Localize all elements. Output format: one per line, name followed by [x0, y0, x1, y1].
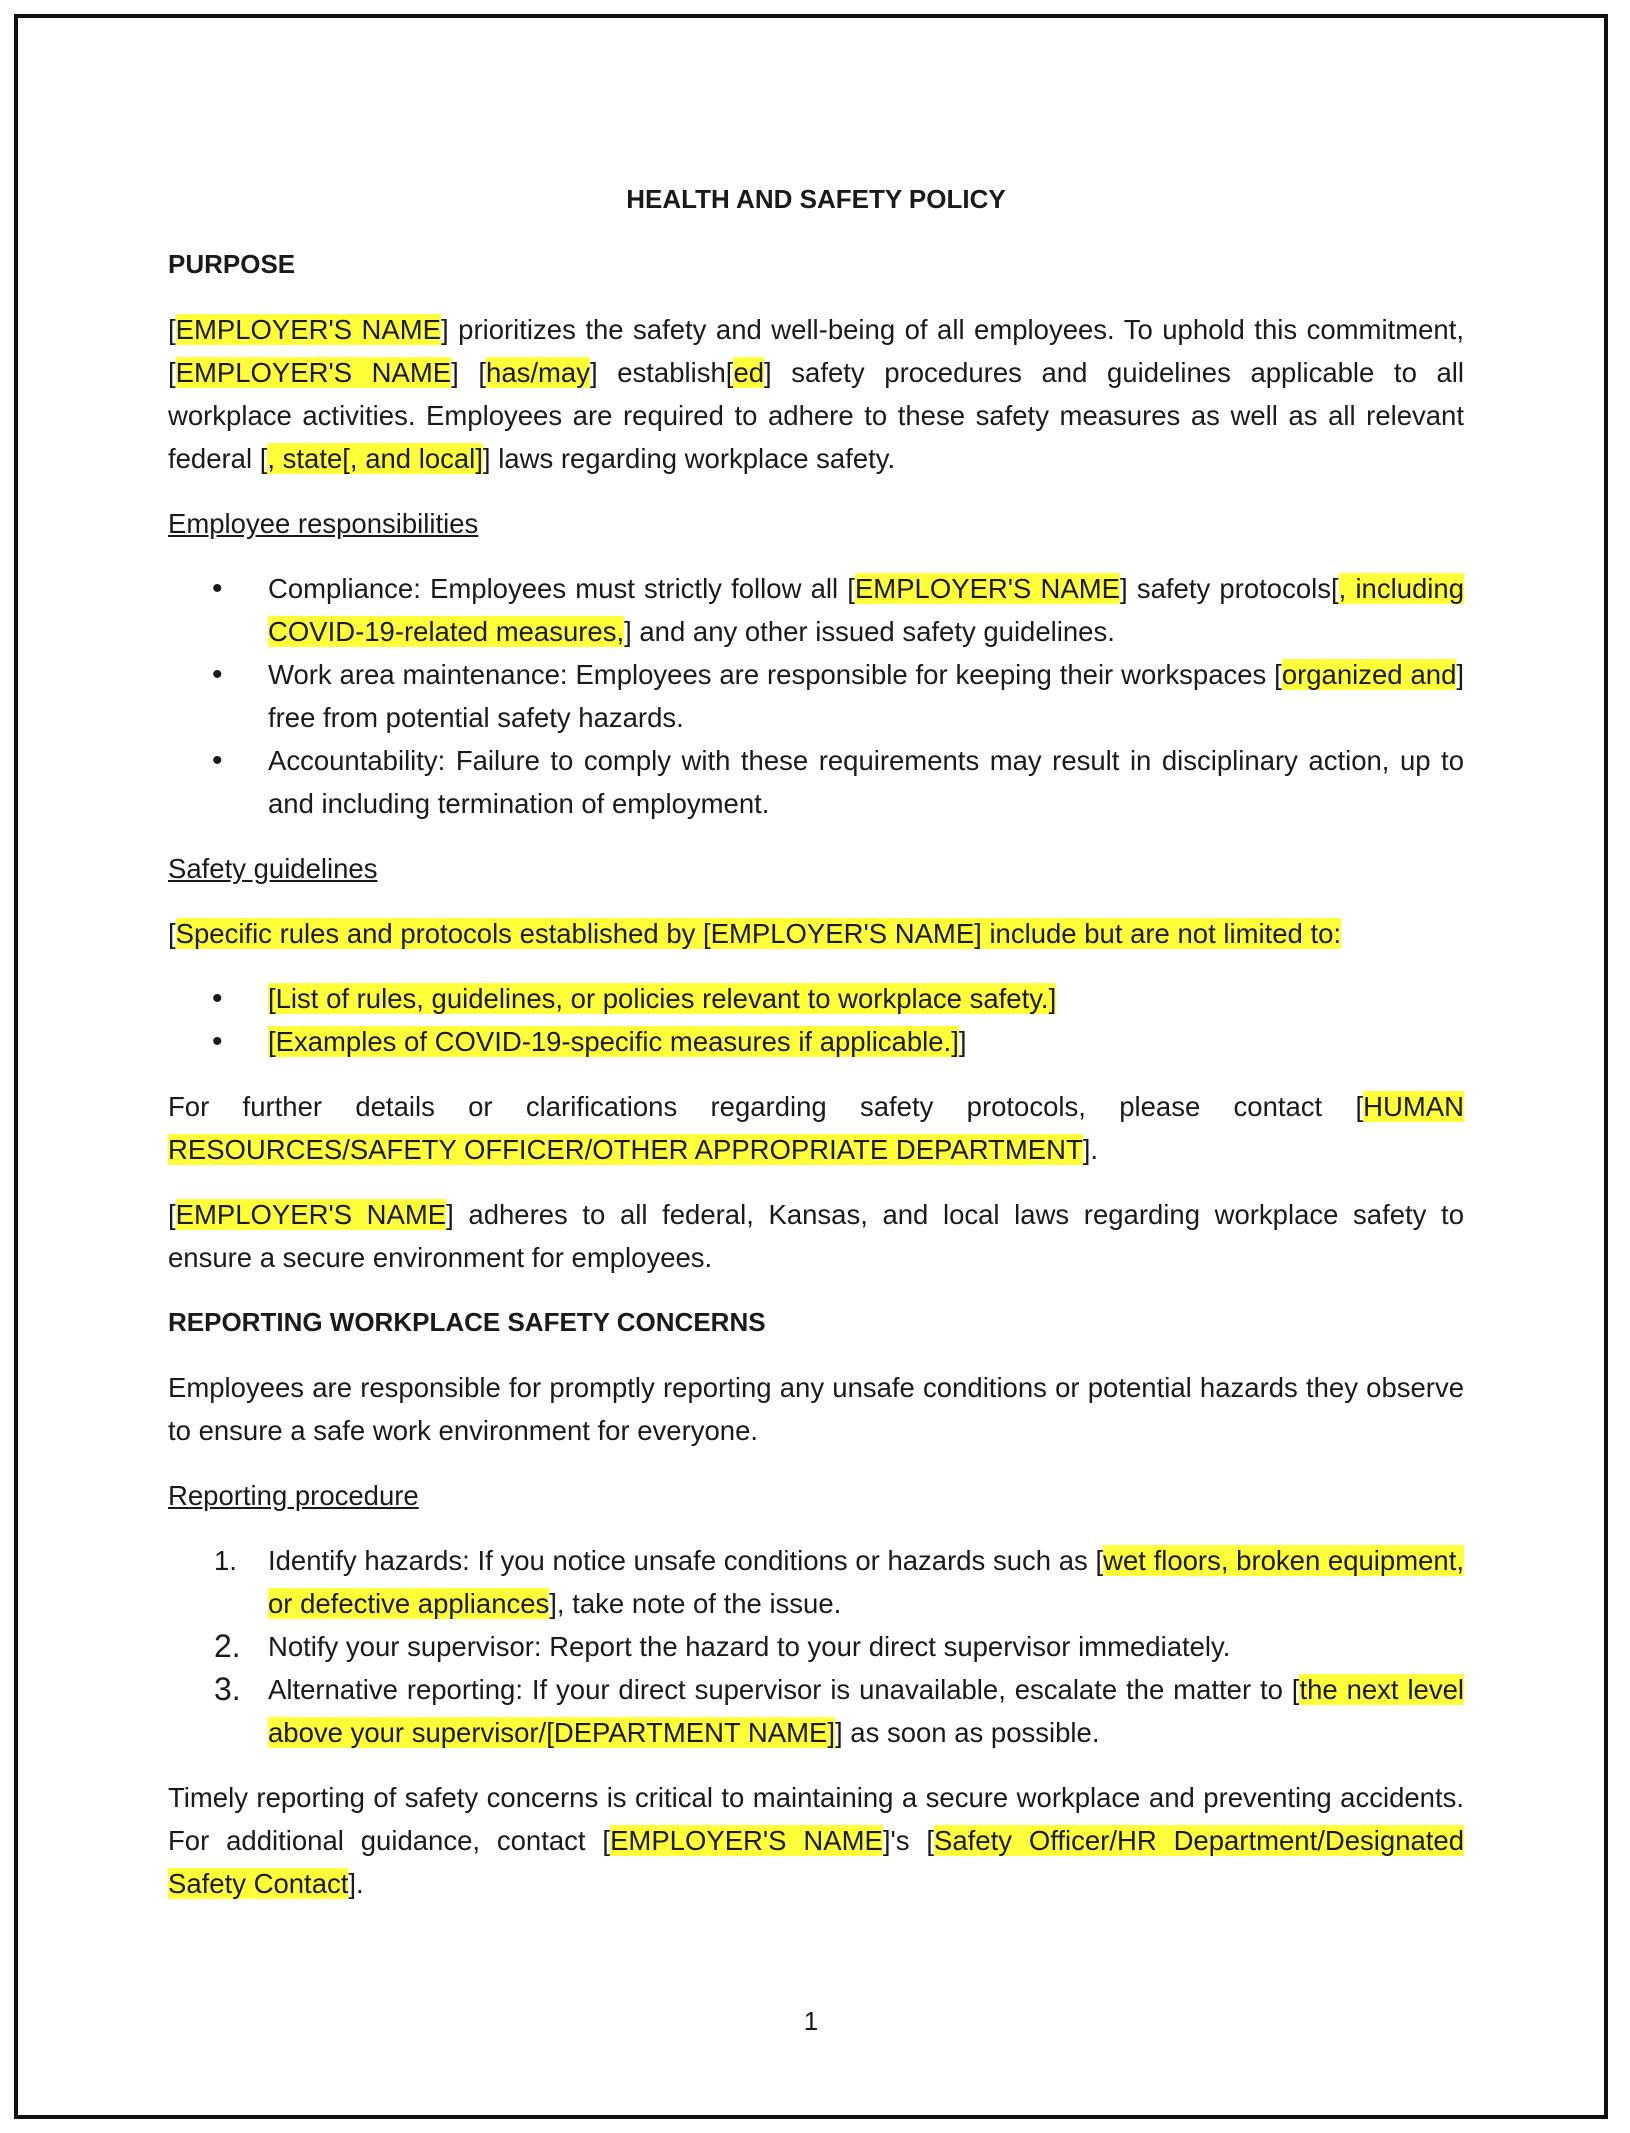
step-number: 1. [214, 1545, 237, 1576]
list-item-text [268, 1026, 966, 1057]
final-paragraph [168, 1776, 1464, 1905]
step-number: 2. [214, 1628, 241, 1664]
text-run: ] laws regarding workplace safety. [482, 443, 896, 474]
text-run: Notify your supervisor: Report the hazard to your direct supervisor immediately. [268, 1631, 1231, 1662]
text-run: Identify hazards: If you notice unsafe conditions or hazards such as [ [268, 1545, 1104, 1576]
highlighted-placeholder: EMPLOYER'S NAME [610, 1825, 883, 1856]
text-run: ] safety protocols[ [1120, 573, 1339, 604]
list-item-text [268, 1674, 1464, 1748]
list-item-text [268, 1631, 1230, 1662]
text-run: ] adheres to all federal, Kansas, and local laws regarding workplace safety to ensure a secure environment for employees. [168, 1199, 1464, 1273]
list-item [168, 1625, 1464, 1668]
safety-guidelines-list [168, 977, 1464, 1063]
highlighted-placeholder: ed [733, 357, 765, 388]
text-run: ]'s [ [882, 1825, 934, 1856]
reporting-procedure-heading: Reporting procedure [168, 1480, 419, 1511]
text-run: [ [168, 1199, 176, 1230]
highlighted-placeholder: EMPLOYER'S NAME [175, 1199, 447, 1230]
highlighted-placeholder: wet floors, broken equipment, or defective appliances [268, 1545, 1464, 1619]
highlighted-placeholder: the next level above your supervisor/[DEPARTMENT NAME] [268, 1674, 1464, 1748]
highlighted-placeholder: , including COVID-19-related measures, [268, 573, 1464, 647]
text-run: Compliance: Employees must strictly follow all [ [268, 573, 855, 604]
highlighted-placeholder: EMPLOYER'S NAME [175, 357, 452, 388]
document-body [168, 178, 1464, 1927]
bullet-icon: • [212, 572, 223, 605]
text-run: ] establish[ [589, 357, 734, 388]
reporting-procedure-list [168, 1539, 1464, 1754]
reporting-heading: REPORTING WORKPLACE SAFETY CONCERNS [168, 1307, 766, 1337]
employee-responsibilities-heading: Employee responsibilities [168, 508, 479, 539]
employee-responsibilities-list [168, 567, 1464, 825]
purpose-heading: PURPOSE [168, 249, 296, 279]
safety-guidelines-intro [168, 912, 1464, 955]
text-run: ]. [348, 1868, 364, 1899]
highlighted-placeholder: EMPLOYER'S NAME [854, 573, 1121, 604]
highlighted-placeholder: organized and [1281, 659, 1457, 690]
highlighted-placeholder: , state[, and local] [267, 443, 483, 474]
purpose-paragraph [168, 308, 1464, 480]
text-run: ] [958, 1026, 967, 1057]
text-run: ] free from potential safety hazards. [268, 659, 1465, 733]
list-item [168, 1020, 1464, 1063]
list-item-text [268, 745, 1464, 819]
highlighted-placeholder: has/may [486, 357, 590, 388]
contact-paragraph [168, 1085, 1464, 1171]
highlighted-placeholder: HUMAN RESOURCES/SAFETY OFFICER/OTHER APPROPRIATE DEPARTMENT [168, 1091, 1464, 1165]
highlighted-placeholder: [Examples of COVID-19-specific measures if applicable.] [268, 1026, 959, 1057]
text-run: Timely reporting of safety concerns is critical to maintaining a secure workplace and preventing accidents. For additional guidance, contact [ [168, 1782, 1464, 1856]
page-number: 1 [803, 2006, 819, 2036]
highlighted-placeholder: Safety Officer/HR Department/Designated Safety Contact [168, 1825, 1465, 1899]
step-number: 3. [214, 1671, 241, 1707]
bullet-icon: • [212, 982, 223, 1015]
text-run: ] as soon as possible. [835, 1717, 1100, 1748]
text-run: ] [ [451, 357, 487, 388]
list-item [168, 653, 1464, 739]
list-item [168, 1668, 1464, 1754]
document-page [14, 14, 1608, 2119]
text-run: ]. [1082, 1134, 1099, 1165]
highlighted-placeholder: Specific rules and protocols established by [EMPLOYER'S NAME] include but are not limited to: [175, 918, 1342, 949]
highlighted-placeholder: [List of rules, guidelines, or policies relevant to workplace safety.] [268, 983, 1057, 1014]
bullet-icon: • [212, 744, 223, 777]
text-run: ] safety procedures and guidelines applicable to all workplace activities. Employees are required to adhere to these safety measures as well as all relevant federal [ [168, 357, 1465, 474]
text-run: ] prioritizes the safety and well-being of all employees. To uphold this commitment, [ [168, 314, 1464, 388]
list-item-text [268, 573, 1464, 647]
text-run: ], take note of the issue. [549, 1588, 842, 1619]
text-run: Employees are responsible for promptly reporting any unsafe conditions or potential hazards they observe to ensure a safe work environment for everyone. [168, 1372, 1464, 1446]
laws-paragraph [168, 1193, 1464, 1279]
text-run: Alternative reporting: If your direct supervisor is unavailable, escalate the matter to [ [268, 1674, 1300, 1705]
text-run: Work area maintenance: Employees are responsible for keeping their workspaces [ [268, 659, 1282, 690]
safety-guidelines-heading: Safety guidelines [168, 853, 378, 884]
list-item [168, 1539, 1464, 1625]
bullet-icon: • [212, 658, 223, 691]
text-run: For further details or clarifications regarding safety protocols, please contact [ [168, 1091, 1364, 1122]
list-item [168, 567, 1464, 653]
list-item-text [268, 659, 1464, 733]
bullet-icon: • [212, 1025, 223, 1058]
list-item [168, 739, 1464, 825]
list-item [168, 977, 1464, 1020]
document-title: HEALTH AND SAFETY POLICY [626, 184, 1006, 214]
highlighted-placeholder: EMPLOYER'S NAME [175, 314, 442, 345]
list-item-text [268, 983, 1056, 1014]
reporting-paragraph [168, 1366, 1464, 1452]
text-run: [ [168, 918, 176, 949]
list-item-text [268, 1545, 1464, 1619]
text-run: Accountability: Failure to comply with these requirements may result in disciplinary action, up to and including termination of employment. [268, 745, 1464, 819]
text-run: [ [168, 314, 176, 345]
text-run: ] and any other issued safety guidelines. [624, 616, 1115, 647]
